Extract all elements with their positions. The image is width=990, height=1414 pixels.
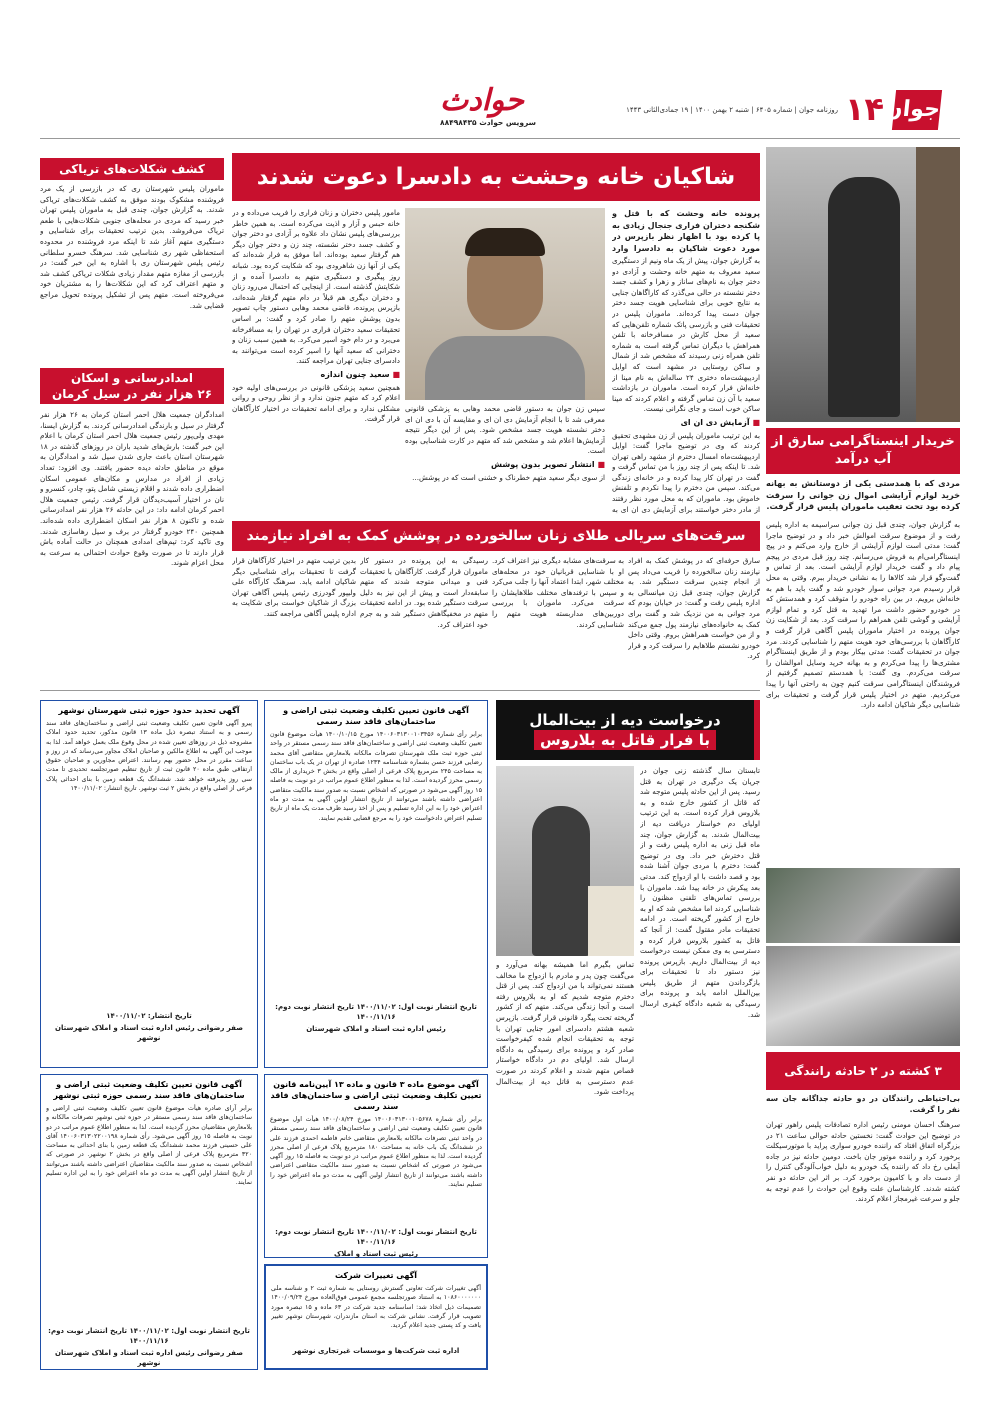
page-number: ۱۴ bbox=[844, 90, 884, 128]
document-stacks bbox=[588, 886, 634, 956]
suspect-shirt bbox=[425, 336, 585, 400]
legal-ad-4-sign: صفر رضوانی رئیس اداره ثبت اسناد و املاک شهرستان نوشهر bbox=[55, 1349, 243, 1367]
gold-story-col1: سارق حرفه‌ای که در پوشش کمک به افراد نیازمند زنان سالخورده را فریب می‌داد پس از انجام چندین سرقت دستگیر شد. به گزارش جوان، چندی قبل زن میانسالی به اداره پلیس رفت و گفت: در خیابان بودم که مرد جوانی به من نزدیک شد و گفت برای کمک به خانواده‌های نیازمند پول جمع می‌کند و از من خواست همراهش بروم. وقتی داخل خودرو نشستم طلاهایم را سرقت کرد و فرار کرد. bbox=[628, 556, 760, 661]
right-story-lead: مردی که با همدستی یکی از دوستانش به بهانه خرید لوازم آرایشی اموال زن جوانی را سرقت کرده بود تحت تعقیب ماموران پلیس قرار گرفت. bbox=[766, 478, 960, 511]
left-story1-headline: کشف شکلات‌های تریاکی bbox=[40, 158, 224, 180]
left-story2-body: امدادگران جمعیت هلال احمر استان کرمان به ۲۶ هزار نفر گرفتار در سیل و بارندگی امدادرسانی کردند. به گزارش ایسنا، مهدی ولی‌پور رئیس جمعیت هلال احمر استان کرمان با اعلام این خبر گفت: بارش‌های شدید باران در روزهای گذشته در ۱۸ شهرستان استان باعث جاری شدن سیل شد و امدادگران به موقع در مناطق حادثه دیده حضور یافتند. وی افزود: تعداد زیادی از افراد در مدارس و مکان‌های عمومی اسکان اضطراری داده شدند و اقلام زیستی شامل پتو، چادر، کنسرو و نان در اختیار آسیب‌دیدگان قرار گرفت. رئیس جمعیت هلال احمر کرمان ادامه داد: در این حادثه ۲۶ هزار نفر امدادرسانی شده و تاکنون ۸ هزار نفر اسکان اضطراری داده شده‌اند. همچنین ۲۴۰ خودرو گرفتار در برف و سیل رهاسازی شدند. وی تاکید کرد: تیم‌های امدادی همچنان در حالت آماده باش قرار دارند تا در صورت وقوع حوادث احتمالی به سرعت به محل اعزام شوند. bbox=[40, 410, 224, 568]
section-rule bbox=[40, 690, 760, 691]
main-story-subhead-2: ■ سعید چنون اندازه bbox=[232, 370, 400, 381]
legal-ad-1-sign: رئیس اداره ثبت اسناد و املاک شهرستان bbox=[306, 1025, 446, 1033]
legal-ad-5-sign: اداره ثبت شرکت‌ها و موسسات غیرتجاری نوشهر bbox=[292, 1347, 460, 1355]
woman-figure bbox=[532, 806, 590, 956]
left-story1-body: ماموران پلیس شهرستان ری که در بازرسی از یک مرد فروشنده مشکوک بودند موفق به کشف شکلات‌های تریاکی شدند. به گزارش جوان، چندی قبل به ماموران پلیس تهران خبر رسید که مردی در محله‌های جنوبی شکلات‌هایی با طعم تریاک می‌فروشد. بدین ترتیب تحقیقات برای شناسایی و دستگیری متهم آغاز شد تا اینکه مرد فروشنده در محدوده استحفاظی شهر ری شناسایی شد. سرهنگ خسرو سلطانی رئیس پلیس شهرستان ری با اشاره به این خبر گفت: در بازرسی از مغازه متهم مقدار زیادی شکلات تریاکی کشف شد و متهم اعتراف کرد که این شکلات‌ها را به مشتریان خود می‌فروخته است. متهم پس از تشکیل پرونده تحویل مراجع قضایی شد. bbox=[40, 184, 224, 310]
main-story-subhead-1: ■ آزمایش دی ان ای bbox=[612, 418, 760, 429]
left-story2-headline-line1: امدادرسانی و اسکان bbox=[70, 371, 194, 385]
legal-ad-2 bbox=[40, 700, 258, 1068]
left-story2-headline bbox=[40, 368, 224, 404]
main-story-headline: شاکیان خانه وحشت به دادسرا دعوت شدند bbox=[232, 153, 760, 201]
main-story-col1: به گزارش جوان، پیش از یک ماه ونیم از دستگیری سعید معروف به متهم خانه وحشت و آزادی دو دختر جوان به نام‌های ساناز و زهرا و کشف جسد دختر نشسته در حالی می‌گذرد که کاراگاهان جنایی به نتایج خوبی برای شناسایی هویت جسد دختر جوان دست پیدا کرده‌اند. ماموران پلیس در تحقیقات فنی و بازرسی پاتک شماره تلفن‌هایی که سعید از محل کارش در مسافرخانه با تلفن همراهش با دیگران تماس گرفته است به شماره تلفن همراه زنی رسیدند که مشخص شد از شمال و ساکن روستایی در مشهد است که اوایل اردیبهشت‌ماه دختری ۲۴ ساله‌اش به نام مینا از خانه‌اش فرار کرده است. ماموران در بازداشت سعید با آن زن تماس گرفته و اعلام کردند که مینا ساکن خوب است و جای نگرانی نیست. ■ آزمایش دی ان ای به این ترتیب ماموران پلیس از زن مشهدی تحقیق کردند که وی در توضیح ماجرا گفت: اوایل اردیبهشت‌ماه امسال دخترم از مشهد راهی تهران شد. تا اینکه پس از چند روز با من تماس گرفت و گفت در تهران کار پیدا کرده و در خانه‌ای زندگی می‌کند. سپس من دخترم را پیدا نکردم و تلفنش خاموش بود. ماموران که به محل مورد نظر رفتند از مادر دختر خواستند برای آزمایش دی ان ای به bbox=[612, 256, 760, 514]
legal-ad-2-text: پیرو آگهی قانون تعیین تکلیف وضعیت ثبتی اراضی و ساختمان‌های فاقد سند رسمی و به استناد تبصره ذیل ماده ۱۳ قانون مذکور، تحدید حدود املاک مشروحه ذیل در روزهای تعیین شده در محل وقوع ملک بعمل خواهد آمد. لذا به موجب این آگهی به اطلاع مالکین و صاحبان املاک مجاور می‌رساند که در روز و ساعت مقرر در محل حضور بهم رسانند. اعتراض مجاورین و صاحبان حقوق ارتفاقی طبق ماده ۲۰ قانون ثبت از تاریخ تنظیم صورتجلسه تحدیدی تا مدت سی روز پذیرفته خواهد شد. ششدانگ یک قطعه زمین با بنای احداثی پلاک فرعی از اصلی واقع در بخش ۲ ثبت نوشهر. تاریخ انتشار: ۱۴۰۰/۱۱/۰۲ bbox=[46, 720, 252, 793]
header-rule bbox=[40, 138, 960, 139]
crash-story-lead: بی‌احتیاطی رانندگان در دو حادثه جداگانه جان سه نفر را گرفت. bbox=[766, 1094, 960, 1114]
legal-ad-5 bbox=[264, 1264, 488, 1370]
legal-ad-5-title: آگهی تغییرات شرکت bbox=[334, 1271, 418, 1280]
legal-ad-1-text: برابر رأی شماره ۱۴۰۰۶۰۳۱۳۰۰۱۰۳۴۵۶ مورخ ۱۴۰۰/۱۰/۱۵ هیأت موضوع قانون تعیین تکلیف وضعیت ثبتی اراضی و ساختمان‌های فاقد سند رسمی مستقر در واحد ثبتی حوزه ثبت ملک شهرستان تصرفات مالکانه بلامعارض متقاضی آقای محمد رضایی فرزند حسن بشماره شناسنامه ۱۲۳۴ صادره از تهران در یک باب ساختمان به مساحت ۲۴۵ مترمربع پلاک فرعی از اصلی واقع در بخش ۳ خریداری از مالک رسمی محرز گردیده است. لذا به منظور اطلاع عموم مراتب در دو نوبت به فاصله ۱۵ روز آگهی می‌شود در صورتی که اشخاص نسبت به صدور سند مالکیت متقاضی اعتراضی داشته باشند می‌توانند از تاریخ انتشار اولین آگهی به مدت دو ماه اعتراض خود را به این اداره تسلیم و پس از اخذ رسید ظرف مدت یک ماه از تاریخ تسلیم اعتراض دادخواست خود را به مرجع قضایی تقدیم نمایند. bbox=[270, 731, 482, 822]
suspect-photo-main bbox=[405, 208, 605, 400]
masthead bbox=[40, 83, 960, 132]
issue-info: روزنامه جوان | شماره ۶۴۰۵ | شنبه ۲ بهمن ۱۴۰۰ | ۱۹ جمادی‌الثانی ۱۴۴۳ bbox=[626, 106, 838, 114]
legal-ad-5-text: آگهی تغییرات شرکت تعاونی گسترش روستایی به شماره ثبت ۲ و شناسه ملی ۱۰۸۶۰۰۰۰۰۰۰ به استناد صورتجلسه مجمع عمومی فوق‌العاده مورخ ۱۴۰۰/۰۹/۲۴ تصمیمات ذیل اتخاذ شد: اساسنامه جدید شرکت در ۶۳ ماده و ۱۵ تبصره مورد تصویب قرار گرفت. نشانی شرکت به استان مازندران، شهرستان نوشهر تغییر یافت و کد پستی جدید اعلام گردید. bbox=[271, 1285, 481, 1330]
crash-photo-2 bbox=[766, 946, 960, 1046]
right-story-headline: خریدار اینستاگرامی سارق از آب درآمد bbox=[766, 428, 960, 474]
logo: جوان bbox=[892, 90, 942, 130]
main-story-col3: سپس زن جوان به دستور قاضی محمد وهابی به پزشکی قانونی معرفی شد تا با انجام آزمایش دی ان ای و مقایسه آن با دی ان ای دختر نشسته هویت جسد مشخص شود. پس از این دیگر نتیجه آزمایش‌ها اعلام شد و مشخص شد که متهم در کارت شناسایی بوده است. ■ انتشار تصویر بدون پوشش از سوی دیگر سعید متهم خطرناک و خشنی است که در پوشش... bbox=[405, 404, 605, 514]
legal-ad-3 bbox=[264, 1074, 488, 1258]
legal-ad-2-dates: تاریخ انتشار: ۱۴۰۰/۱۱/۰۲ bbox=[106, 1012, 192, 1020]
gold-story-col2: به سرقت‌های مشابه دیگری نیز اعتراف کرد. او با شناسایی قربانیان خود در محله‌های مختلف شهر، ابتدا اعتماد آنها را جلب می‌کرد و سپس با ترفندهای مختلف طلاهایشان را سرقت می‌کرد. ماموران با بررسی دوربین‌های مداربسته هویت متهم را شناسایی کردند. bbox=[492, 556, 624, 629]
legal-ad-1-title: آگهی قانون تعیین تکلیف وضعیت ثبتی اراضی و ساختمان‌های فاقد سند رسمی bbox=[283, 706, 469, 726]
crash-story-headline: ۳ کشته در ۲ حادثه رانندگی bbox=[766, 1052, 960, 1090]
legal-ad-4-dates: تاریخ انتشار نوبت اول: ۱۴۰۰/۱۱/۰۲ تاریخ انتشار نوبت دوم: ۱۴۰۰/۱۱/۱۶ bbox=[48, 1327, 250, 1345]
main-story-lead: پرونده خانه وحشت که با قتل و شکنجه دختران فراری جنجال زیادی به پا کرده بود با اظهار نظر بازپرس در مورد دعوت شاکیان به دادسرا وارد bbox=[612, 209, 760, 253]
suspect-figure bbox=[828, 177, 900, 417]
gold-story-headline: سرقت‌های سریالی طلای زنان سالخورده در پوشش کمک به افراد نیازمند bbox=[232, 521, 760, 551]
legal-ad-3-sign: رئیس ثبت اسناد و املاک bbox=[334, 1250, 418, 1258]
diyah-story-col: تابستان سال گذشته زنی جوان در جریان یک درگیری در تهران به قتل رسید. پس از این حادثه پلیس متوجه شد که قاتل از کشور خارج شده و به بلاروس فرار کرده است. به این ترتیب اولیای دم خواستار دریافت دیه از بیت‌المال شدند. به گزارش جوان، چند ماه قبل زنی به اداره پلیس رفت و از قتل دخترش خبر داد. وی در توضیح گفت: دخترم با مردی جوان آشنا شده بود و قصد داشت با او ازدواج کند. مدتی بعد پیکرش در خانه پیدا شد. ماموران با بررسی تماس‌های تلفنی مظنون را شناسایی کردند اما مشخص شد که او به خارج از کشور گریخته است. در ادامه تحقیقات مادر مقتول گفت: از آنجا که قاتل به کشور بلاروس فرار کرده و دسترسی به وی ممکن نیست درخواست دیه از بیت‌المال داریم. بازپرس پرونده نیز دستور داد تا تحقیقات برای بازگرداندن متهم از طریق پلیس بین‌الملل ادامه یابد و پرونده برای رسیدگی به شعبه دادگاه کیفری ارسال شد. bbox=[640, 766, 760, 1019]
gold-story-col3: رسیدگی به این پرونده در دستور کار ماموران قرار گرفت. کارآگاهان با تحقیقات فنی و میدانی متوجه شدند که متهم سابقه‌دار است و پیش از این نیز به دلیل سرقت دستگیر شده بود. در ادامه تحقیقات متهم در مخفیگاهش دستگیر شد و به جرم خود اعتراف کرد. bbox=[360, 556, 488, 629]
gold-story-col4: بدین ترتیب متهم در اختیار کارآگاهان قرار گرفت تا تحقیقات برای شناسایی دیگر شاکیان ادامه یابد. سرهنگ کارآگاه علی ولیپور گودرزی رئیس پلیس آگاهی تهران بزرگ از شاکیان خواست برای شکایت به اداره پلیس آگاهی مراجعه کنند. bbox=[232, 556, 356, 618]
main-story-col2: مامور پلیس دختران و زنان فراری را فریب می‌داده و در خانه حبس و آزار و اذیت می‌کرده است. به همین خاطر بررسی‌های پلیس نشان داد علاوه بر آزادی دو دختر جوان و کشف جسد دختر نشسته، چند زن و دختر جوان دیگر هم گرفتار سعید بوده‌اند. اما موفق به فرار شده‌اند که یکی از آنها زن شاهرودی بود که شکایت کرده بود. شبانه روز پیگیری و دستگیری متهم به دادسرا آمده و از شکایتش گذشته است. از اینجایی که احتمال می‌رود زنان و دختران دیگری هم قبلاً در دام متهم گرفتار شده‌اند، بازپرس پرونده، قاضی محمد وهابی دستور چاپ تصویر بدون پوشش متهم را صادر کرد و گفت: بر اساس تحقیقات سعید دختران فراری در تهران را به مسافرخانه می‌برد و در دام خود اسیر می‌کرد. به همین سبب زنان و دخترانی که سعید آنها را اسیر کرده است می‌توانند به دادسرای جنایی تهران مراجعه کنند. ■ سعید چنون اندازه همچنین سعید پزشکی قانونی در بررسی‌های اولیه خود اعلام کرد که متهم جنون ندارد و از نظر روحی و روانی مشکلی ندارد و برای ادامه تحقیقات در اختیار کارآگاهان قرار گرفت. bbox=[232, 208, 400, 514]
door-frame bbox=[916, 147, 960, 422]
diyah-headline-line1: درخواست دیه از بیت‌المال bbox=[529, 711, 721, 729]
diyah-headline-line2: با فرار قاتل به بلاروس bbox=[534, 730, 716, 750]
diyah-photo bbox=[496, 766, 634, 956]
diyah-story-col2: تماس بگیرم اما همیشه بهانه می‌آورد و می‌گفت چون پدر و مادرم با ازدواج ما مخالف هستند نمی‌تواند با من ازدواج کند. پس از قتل دخترم متوجه شدیم که او به بلاروس رفته است و آنجا زندگی می‌کند. متهم که از کشور گریخته تحت پیگرد قانونی قرار گرفت. بازپرس شعبه هشتم دادسرای امور جنایی تهران با توجه به تحقیقات انجام شده کیفرخواست صادر کرد و پرونده برای رسیدگی به دادگاه ارسال شد. اولیای دم در دادگاه خواستار قصاص متهم شدند و اعلام کردند در صورت عدم دسترسی به قاتل دیه از بیت‌المال پرداخت شود. bbox=[496, 960, 634, 1097]
legal-ad-3-title: آگهی موضوع ماده ۳ قانون و ماده ۱۳ آیین‌نامه قانون تعیین تکلیف وضعیت ثبتی اراضی و ساختمان‌های فاقد سند رسمی bbox=[270, 1080, 482, 1111]
section-title: حوادث bbox=[440, 83, 524, 118]
legal-ad-3-dates: تاریخ انتشار نوبت اول: ۱۴۰۰/۱۱/۰۲ تاریخ انتشار نوبت دوم: ۱۴۰۰/۱۱/۱۶ bbox=[275, 1228, 477, 1246]
legal-ad-4-title: آگهی قانون تعیین تکلیف وضعیت ثبتی اراضی و ساختمان‌های فاقد سند رسمی حوزه ثبتی نوشهر bbox=[53, 1080, 245, 1100]
diyah-story-headline bbox=[496, 700, 760, 760]
legal-ad-4 bbox=[40, 1074, 258, 1370]
legal-ad-3-text: برابر رأی شماره ۱۴۰۰۶۰۳۱۳۰۰۱۰۵۶۷۸ مورخ ۱۴۰۰/۰۸/۲۴ هیأت اول موضوع قانون تعیین تکلیف وضعیت ثبتی اراضی و ساختمان‌های فاقد سند رسمی مستقر در واحد ثبتی تصرفات مالکانه بلامعارض متقاضی خانم فاطمه احمدی فرزند علی در ششدانگ یک باب خانه به مساحت ۱۸۰ مترمربع پلاک فرعی از اصلی محرز گردیده است. لذا به منظور اطلاع عموم مراتب در دو نوبت به فاصله ۱۵ روز آگهی می‌شود در صورتی که اشخاص نسبت به صدور سند مالکیت متقاضی اعتراضی داشته باشند می‌توانند از تاریخ انتشار اولین آگهی به مدت دو ماه اعتراض خود را تسلیم نمایند. bbox=[270, 1116, 482, 1189]
right-story-body: به گزارش جوان، چندی قبل زن جوانی سراسیمه به اداره پلیس رفت و از موضوع سرقت اموالش خبر داد و در توضیح ماجرا گفت: مدتی است لوازم آرایشی از خارج وارد می‌کنم و در پیج اینستاگرامی‌ام به فروش می‌رسانم. چند روز قبل مردی در پیجم پیام داد و گفت خریدار لوازم آرایشی است. بعد از تماس و گفت‌وگو قرار شد کالاها را به نشانی خریدار ببرم. وقتی به محل قرار رسیدم مرد جوانی سوار خودرو شد و گفت باید با هم به خانه‌اش برویم. در بین راه خودرو را متوقف کرد و همدستش که در خودرو حضور داشت مرا تهدید به قتل کرد و تمام لوازم آرایشی و گوشی تلفن همراهم را سرقت کرد. بعد از شکایت زن جوان پرونده در اختیار ماموران پلیس آگاهی قرار گرفت و کارآگاهان با بررسی‌های خود هویت متهم را شناسایی کردند. مرد جوان در تحقیقات گفت: مدتی بیکار بودم و از طریق اینستاگرام مشتری‌ها را پیدا می‌کردم و به بهانه خرید وسایل اموالشان را سرقت می‌کردم. وی گفت: با همدستم تصمیم گرفتیم از فروشندگان اینستاگرامی سرقت کنیم چون به راحتی آنها را پیدا می‌کردیم. متهم در اختیار پلیس قرار گرفت و تحقیقات برای شناسایی دیگر شاکیان ادامه دارد. bbox=[766, 520, 960, 710]
suspect-hair bbox=[465, 228, 545, 256]
main-story-subhead-3: ■ انتشار تصویر بدون پوشش bbox=[405, 460, 605, 471]
service-line: سرویس حوادث ۸۸۴۹۸۴۳۵ bbox=[440, 118, 537, 127]
crash-photo-1 bbox=[766, 868, 960, 943]
legal-ad-2-sign: صفر رضوانی رئیس اداره ثبت اسناد و املاک شهرستان نوشهر bbox=[55, 1024, 243, 1042]
legal-ad-1 bbox=[264, 700, 488, 1068]
legal-ad-1-dates: تاریخ انتشار نوبت اول: ۱۴۰۰/۱۱/۰۲ تاریخ انتشار نوبت دوم: ۱۴۰۰/۱۱/۱۶ bbox=[275, 1003, 477, 1021]
crash-story-body: سرهنگ احسان مومنی رئیس اداره تصادفات پلیس راهور تهران در توضیح این حوادث گفت: نخستین حادثه حوالی ساعت ۲۱ در بزرگراه اتفاق افتاد که راننده خودرو سواری پراید با موتورسیکلت برخورد کرد و راننده موتور جان باخت. دومین حادثه نیز در جاده آبعلی رخ داد که راننده یک خودرو به دلیل خواب‌آلودگی کنترل را از دست داد و با کامیون برخورد کرد. بر اثر این حادثه دو نفر کشته شدند. کارشناسان علت وقوع این حوادث را عدم توجه به جلو و سرعت غیرمجاز اعلام کردند. bbox=[766, 1120, 960, 1204]
left-story2-headline-line2: ۲۶ هزار نفر در سیل کرمان bbox=[51, 387, 213, 401]
legal-ad-2-title: آگهی تحدید حدود حوزه ثبتی شهرستان نوشهر bbox=[58, 706, 240, 715]
legal-ad-4-text: برابر آرای صادره هیأت موضوع قانون تعیین تکلیف وضعیت ثبتی اراضی و ساختمان‌های فاقد سند رسمی مستقر در حوزه ثبتی نوشهر تصرفات مالکانه و بلامعارض متقاضیان محرز گردیده است. لذا به منظور اطلاع عموم مراتب در دو نوبت به فاصله ۱۵ روز آگهی می‌شود. رأی شماره ۱۴۰۰۶۰۳۱۳۰۲۲۰۰۱۹۸ آقای علی حسینی فرزند محمد ششدانگ یک قطعه زمین با بنای احداثی به مساحت ۳۲۰ مترمربع پلاک فرعی از اصلی واقع در بخش ۲ نوشهر. در صورتی که اشخاص نسبت به صدور سند مالکیت متقاضیان اعتراضی داشته باشند می‌توانند از تاریخ انتشار اولین آگهی به مدت دو ماه اعتراض خود را به این اداره تسلیم نمایند. bbox=[46, 1105, 252, 1187]
suspect-photo-right bbox=[766, 147, 960, 422]
